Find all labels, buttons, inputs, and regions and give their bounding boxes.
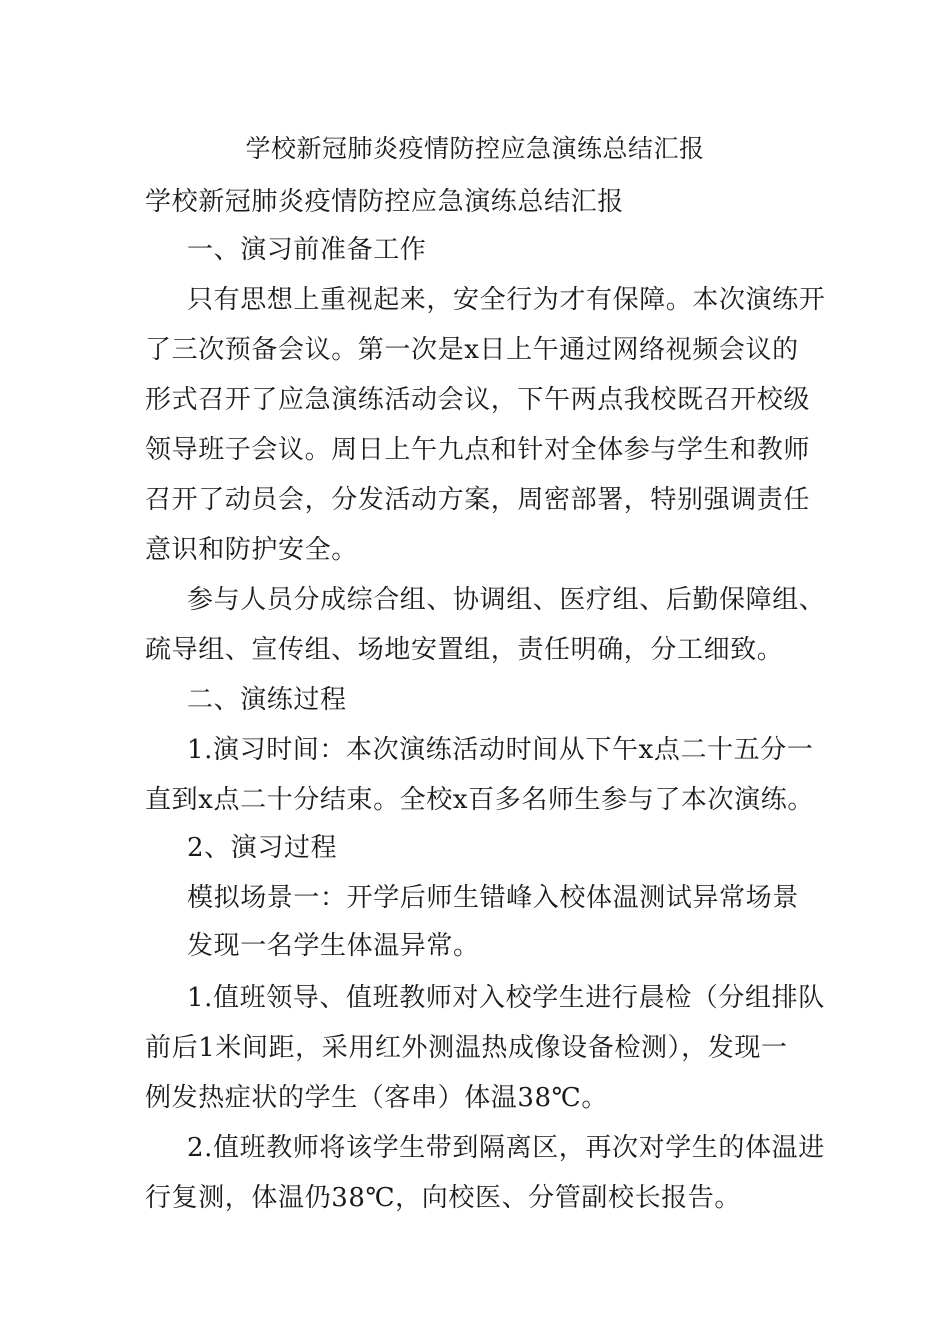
paragraph-line: 1.值班领导、值班教师对入校学生进行晨检（分组排队 <box>187 983 825 1013</box>
document-title: 学校新冠肺炎疫情防控应急演练总结汇报 <box>245 134 705 163</box>
paragraph-line: 召开了动员会，分发活动方案，周密部署，特别强调责任 <box>145 485 811 515</box>
paragraph-line: 只有思想上重视起来，安全行为才有保障。本次演练开 <box>187 285 826 315</box>
subtitle-line: 学校新冠肺炎疫情防控应急演练总结汇报 <box>145 187 624 217</box>
paragraph-line: 例发热症状的学生（客串）体温38℃。 <box>145 1083 608 1113</box>
paragraph-line: 模拟场景一：开学后师生错峰入校体温测试异常场景 <box>187 883 799 913</box>
paragraph-line: 领导班子会议。周日上午九点和针对全体参与学生和教师 <box>145 435 811 465</box>
section-heading: 二、演练过程 <box>187 685 347 715</box>
section-heading: 一、演习前准备工作 <box>187 235 427 265</box>
paragraph-line: 形式召开了应急演练活动会议，下午两点我校既召开校级 <box>145 385 811 415</box>
paragraph-line: 参与人员分成综合组、协调组、医疗组、后勤保障组、 <box>187 585 826 615</box>
paragraph-line: 2.值班教师将该学生带到隔离区，再次对学生的体温进 <box>187 1133 825 1163</box>
paragraph-line: 行复测，体温仍38℃，向校医、分管副校长报告。 <box>145 1183 741 1213</box>
paragraph-line: 1.演习时间：本次演练活动时间从下午x点二十五分一 <box>187 735 814 765</box>
subsection-heading: 2、演习过程 <box>187 833 338 863</box>
paragraph-line: 意识和防护安全。 <box>145 535 358 565</box>
paragraph-line: 发现一名学生体温异常。 <box>187 931 480 961</box>
paragraph-line: 直到x点二十分结束。全校x百多名师生参与了本次演练。 <box>145 785 814 815</box>
paragraph-line: 前后1米间距，采用红外测温热成像设备检测），发现一 <box>145 1033 788 1063</box>
paragraph-line: 疏导组、宣传组、场地安置组，责任明确，分工细致。 <box>145 635 784 665</box>
paragraph-line: 了三次预备会议。第一次是x日上午通过网络视频会议的 <box>145 335 799 365</box>
